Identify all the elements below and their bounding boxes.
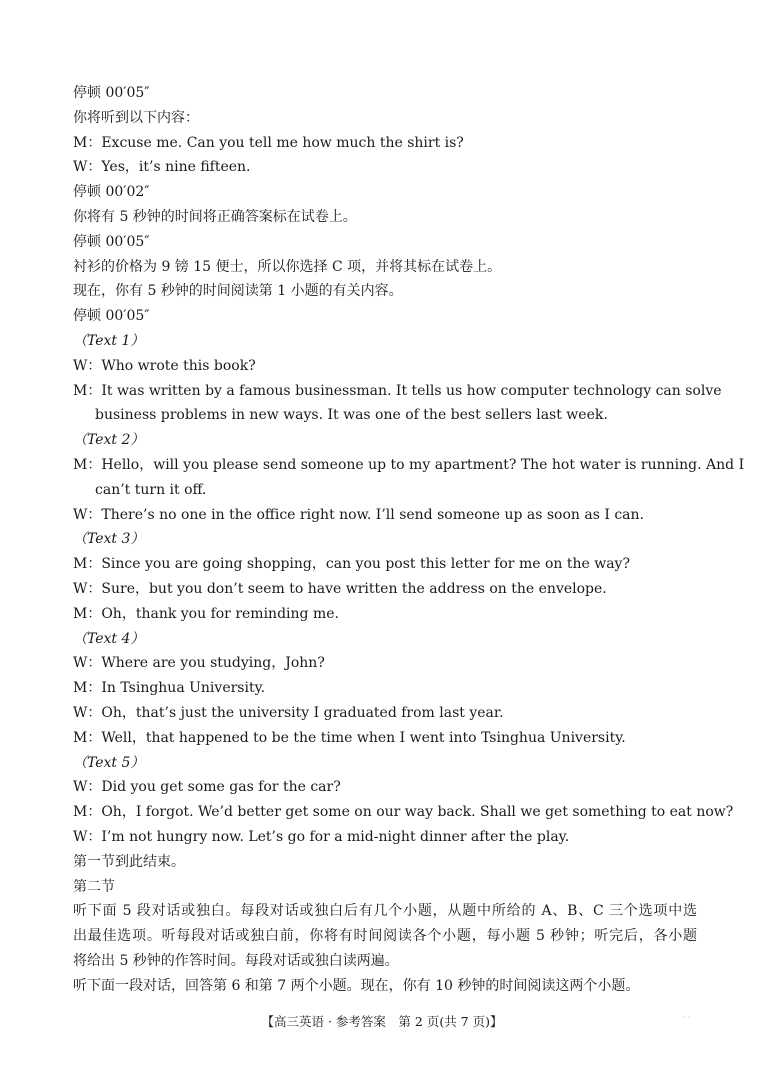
dialogue-line: M：Oh，thank you for reminding me. xyxy=(73,605,339,622)
dialogue-line: W：Where are you studying，John? xyxy=(73,655,325,672)
instruction-line: 衬衫的价格为 9 镑 15 便士，所以你选择 C 项，并将其标在试卷上。 xyxy=(73,258,502,275)
text-heading: （Text 2） xyxy=(73,432,145,449)
dialogue-line: W：Who wrote this book? xyxy=(73,357,256,374)
dialogue-line: W：Did you get some gas for the car? xyxy=(73,779,341,796)
text-heading: （Text 4） xyxy=(73,630,145,647)
transcript-body xyxy=(73,81,745,998)
pause-line: 停顿 00′02″ xyxy=(73,184,150,201)
corner-mark: · · xyxy=(682,1013,691,1023)
section-end-line: 第一节到此结束。 xyxy=(73,853,185,870)
dialogue-line: M：Hello，will you please send someone up to my apartment? The hot water is running. And I xyxy=(73,456,745,473)
dialogue-line: M：Well，that happened to be the time when I went into Tsinghua University. xyxy=(73,729,626,746)
dialogue-line: M：Excuse me. Can you tell me how much the shirt is? xyxy=(73,134,464,151)
pause-line: 停顿 00′05″ xyxy=(73,85,150,101)
instruction-line: 将给出 5 秒钟的作答时间。每段对话或独白读两遍。 xyxy=(73,952,399,969)
instruction-line: 现在，你有 5 秒钟的时间阅读第 1 小题的有关内容。 xyxy=(73,283,403,300)
dialogue-line: W：Sure，but you don’t seem to have written the address on the envelope. xyxy=(73,580,607,597)
text-heading: （Text 3） xyxy=(73,531,145,548)
dialogue-line: M：It was written by a famous businessman. It tells us how computer technology can solve xyxy=(73,382,722,399)
dialogue-line: W：There’s no one in the office right now. I’ll send someone up as soon as I can. xyxy=(73,506,644,523)
text-heading: （Text 5） xyxy=(73,754,145,771)
instruction-line: 你将听到以下内容： xyxy=(73,109,199,126)
instruction-line: 听下面一段对话，回答第 6 和第 7 两个小题。现在，你有 10 秒钟的时间阅读这两个小题。 xyxy=(73,977,640,994)
pause-line: 停顿 00′05″ xyxy=(73,308,150,325)
dialogue-line: W：Yes，it’s nine fifteen. xyxy=(73,159,251,176)
dialogue-line: W：Oh，that’s just the university I graduated from last year. xyxy=(73,704,504,721)
pause-line: 停顿 00′05″ xyxy=(73,233,150,250)
instruction-line: 听下面 5 段对话或独白。每段对话或独白后有几个小题，从题中所给的 A、B、C 三个选项中选 xyxy=(73,903,697,920)
dialogue-line: M：Since you are going shopping，can you post this letter for me on the way? xyxy=(73,556,630,573)
page-footer: 【高三英语 · 参考答案 第 2 页(共 7 页)】 xyxy=(261,1014,503,1029)
dialogue-line: M：In Tsinghua University. xyxy=(73,680,266,697)
dialogue-line: M：Oh，I forgot. We’d better get some on our way back. Shall we get something to eat now? xyxy=(73,804,734,821)
instruction-line: 你将有 5 秒钟的时间将正确答案标在试卷上。 xyxy=(73,208,357,225)
text-heading: （Text 1） xyxy=(73,332,145,349)
dialogue-line: W：I’m not hungry now. Let’s go for a mid-night dinner after the play. xyxy=(73,828,570,845)
instruction-line: 出最佳选项。听每段对话或独白前，你将有时间阅读各个小题，每小题 5 秒钟；听完后，各小题 xyxy=(73,928,697,945)
dialogue-line-continuation: business problems in new ways. It was one of the best sellers last week. xyxy=(95,407,608,424)
dialogue-line-continuation: can’t turn it off. xyxy=(95,481,207,498)
section-heading: 第二节 xyxy=(73,878,115,895)
